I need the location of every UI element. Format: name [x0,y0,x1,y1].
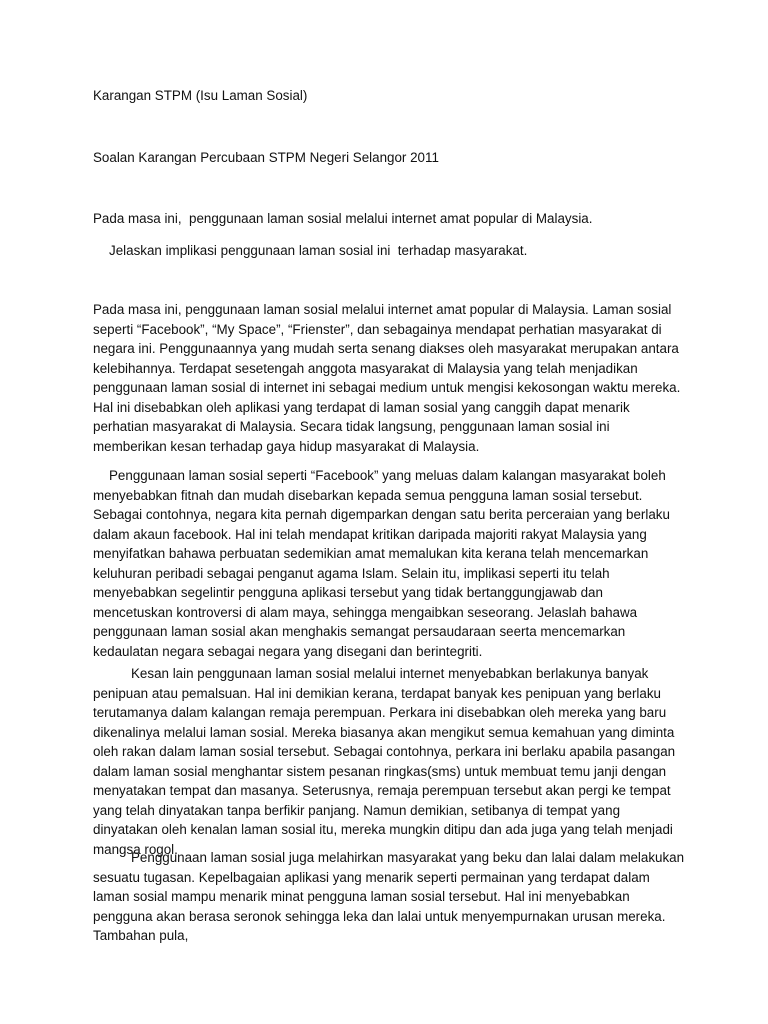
question-line-1: Pada masa ini, penggunaan laman sosial melalui internet amat popular di Malaysia. [93,211,593,226]
paragraph-introduction: Pada masa ini, penggunaan laman sosial melalui internet amat popular di Malaysia. Laman sosial seperti “Facebook”, “My Space”, “Frienster”, dan sebagainya mendapat perhatian masyarakat di negara ini. Penggunaannya yang mudah serta senang diakses oleh masyarakat merupakan antara kelebihannya. Terdapat sesetengah anggota masyarakat di Malaysia yang telah menjadikan penggunaan laman sosial di internet ini sebagai medium untuk mengisi kekosongan waktu mereka. Hal ini disebabkan oleh aplikasi yang terdapat di laman sosial yang canggih dapat menarik perhatian masyarakat di Malaysia. Secara tidak langsung, penggunaan laman sosial ini memberikan kesan terhadap gaya hidup masyarakat di Malaysia. [93,302,681,454]
document-title: Karangan STPM (Isu Laman Sosial) [93,88,308,103]
paragraph-fraud: Kesan lain penggunaan laman sosial melalui internet menyebabkan berlakunya banyak penipuan atau pemalsuan. Hal ini demikian kerana, terdapat banyak kes penipuan yang berlaku terutamanya dalam kalangan remaja perempuan. Perkara ini disebabkan oleh mereka yang baru dikenalinya melalui laman sosial. Mereka biasanya akan mengikut semua kemahuan yang diminta oleh rakan dalam laman sosial tersebut. Sebagai contohnya, perkara ini berlaku apabila pasangan dalam laman sosial menghantar sistem pesanan ringkas(sms) untuk membuat temu janji dengan menyatakan tempat dan masanya. Seterusnya, remaja perempuan tersebut akan pergi ke tempat yang telah dinyatakan tanpa berfikir panjang. Namun demikian, setibanya di tempat yang dinyatakan oleh kenalan laman sosial itu, mereka mungkin ditipu dan ada juga yang telah menjadi mangsa rogol. [93,666,676,857]
question-line-2: Jelaskan implikasi penggunaan laman sosial ini terhadap masyarakat. [109,243,528,258]
paragraph-negligence: Penggunaan laman sosial juga melahirkan masyarakat yang beku dan lalai dalam melakukan sesuatu tugasan. Kepelbagaian aplikasi yang menarik seperti permainan yang terdapat dalam laman sosial mampu menarik minat pengguna laman sosial tersebut. Hal ini menyebabkan pengguna akan berasa seronok sehingga leka dan lalai untuk menyempurnakan urusan mereka. Tambahan pula, [93,850,685,943]
paragraph-facebook-slander: Penggunaan laman sosial seperti “Facebook” yang meluas dalam kalangan masyarakat boleh menyebabkan fitnah dan mudah disebarkan kepada semua pengguna laman sosial tersebut. Sebagai contohnya, negara kita pernah digemparkan dengan satu berita perceraian yang berlaku dalam akaun facebook. Hal ini telah mendapat kritikan daripada majoriti rakyat Malaysia yang menyifatkan bahawa perbuatan sedemikian amat memalukan kita kerana telah mencemarkan keluhuran peribadi sebagai penganut agama Islam. Selain itu, implikasi seperti itu telah menyebabkan segelintir pengguna aplikasi tersebut yang tidak bertanggungjawab dan mencetuskan kontroversi di alam maya, sehingga mengaibkan seseorang. Jelaslah bahawa penggunaan laman sosial akan menghakis semangat persaudaraan seerta mencemarkan kedaulatan negara sebagai negara yang disegani dan berintegriti. [93,468,670,659]
document-subtitle: Soalan Karangan Percubaan STPM Negeri Selangor 2011 [93,150,439,165]
